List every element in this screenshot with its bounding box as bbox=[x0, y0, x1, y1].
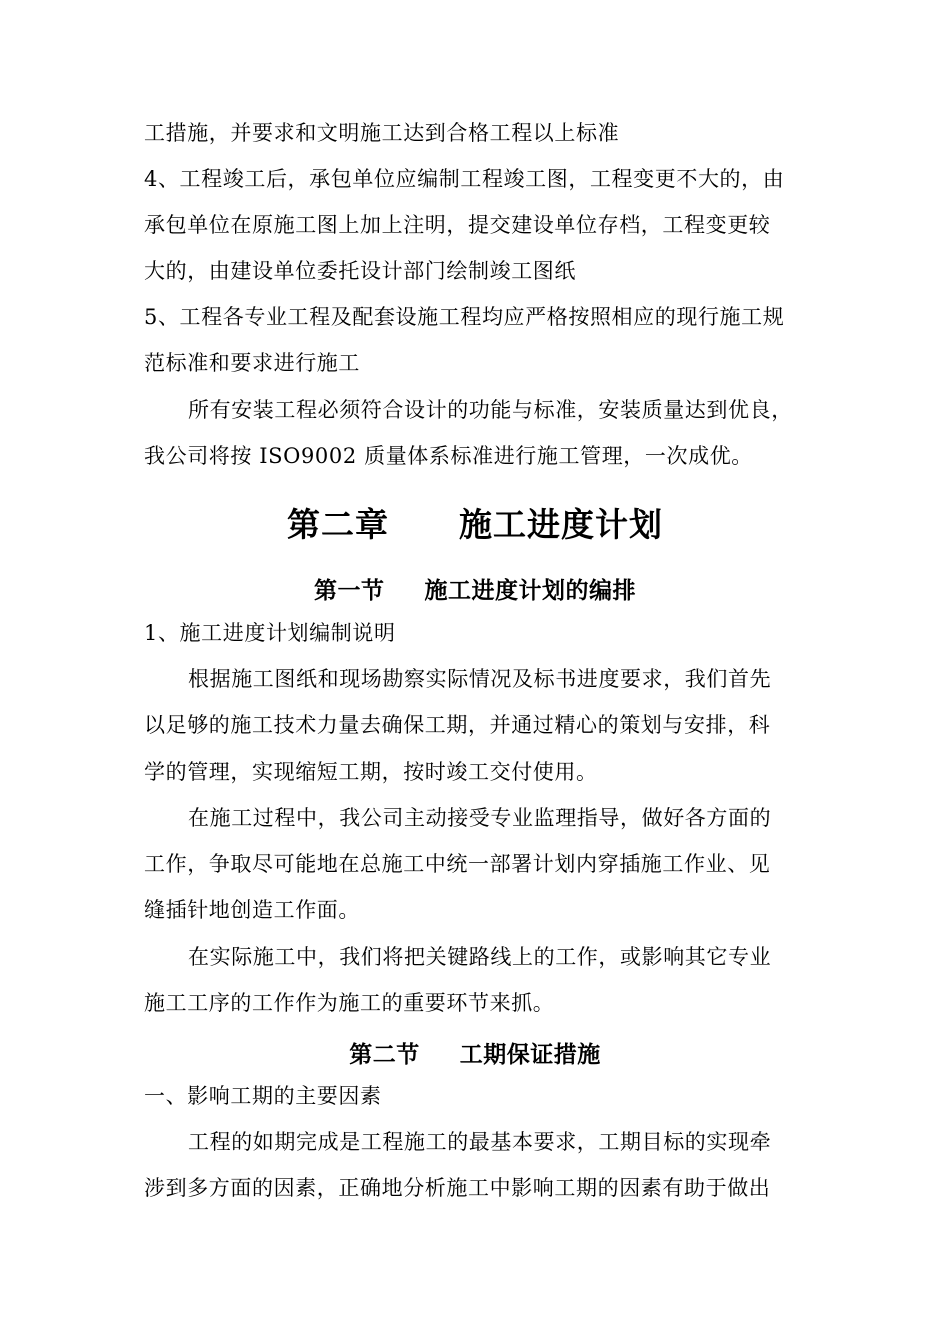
paragraph-line: 学的管理，实现缩短工期，按时竣工交付使用。 bbox=[144, 760, 598, 784]
paragraph-line: 在实际施工中，我们将把关键路线上的工作，或影响其它专业 bbox=[188, 945, 772, 969]
paragraph-line: 工作，争取尽可能地在总施工中统一部署计划内穿插施工作业、见 bbox=[144, 852, 771, 876]
section-number: 第一节 bbox=[314, 578, 385, 604]
section-heading bbox=[0, 1036, 950, 1069]
paragraph-line: 范标准和要求进行施工 bbox=[144, 351, 360, 375]
section-title: 工期保证措施 bbox=[459, 1042, 601, 1068]
paragraph-line: 以足够的施工技术力量去确保工期，并通过精心的策划与安排，科 bbox=[144, 713, 771, 737]
paragraph-line: 根据施工图纸和现场勘察实际情况及标书进度要求，我们首先 bbox=[188, 667, 772, 691]
paragraph-line: 承包单位在原施工图上加上注明，提交建设单位存档，工程变更较 bbox=[144, 213, 771, 237]
list-heading: 一、影响工期的主要因素 bbox=[144, 1084, 382, 1108]
section-heading bbox=[0, 572, 950, 605]
paragraph-line: 缝插针地创造工作面。 bbox=[144, 898, 360, 922]
paragraph-line: 工措施，并要求和文明施工达到合格工程以上标准 bbox=[144, 121, 620, 145]
section-title: 施工进度计划的编排 bbox=[424, 578, 636, 604]
paragraph-line: 施工工序的工作作为施工的重要环节来抓。 bbox=[144, 991, 555, 1015]
paragraph-line: 所有安装工程必须符合设计的功能与标准，安装质量达到优良， bbox=[188, 398, 793, 422]
paragraph-line: 我公司将按 ISO9002 质量体系标准进行施工管理，一次成优。 bbox=[144, 444, 753, 468]
paragraph-line: 4、工程竣工后，承包单位应编制工程竣工图，工程变更不大的，由 bbox=[144, 167, 785, 191]
paragraph-line: 在施工过程中，我公司主动接受专业监理指导，做好各方面的 bbox=[188, 806, 772, 830]
paragraph-line: 5、工程各专业工程及配套设施工程均应严格按照相应的现行施工规 bbox=[144, 305, 785, 329]
paragraph-line: 工程的如期完成是工程施工的最基本要求，工期目标的实现牵 bbox=[188, 1130, 772, 1154]
chapter-heading bbox=[0, 499, 950, 546]
chapter-number: 第二章 bbox=[287, 505, 389, 544]
paragraph-line: 涉到多方面的因素，正确地分析施工中影响工期的因素有助于做出 bbox=[144, 1176, 771, 1200]
section-number: 第二节 bbox=[349, 1042, 420, 1068]
paragraph-line: 大的，由建设单位委托设计部门绘制竣工图纸 bbox=[144, 259, 576, 283]
chapter-title: 施工进度计划 bbox=[459, 505, 663, 544]
list-heading: 1、施工进度计划编制说明 bbox=[144, 621, 396, 645]
